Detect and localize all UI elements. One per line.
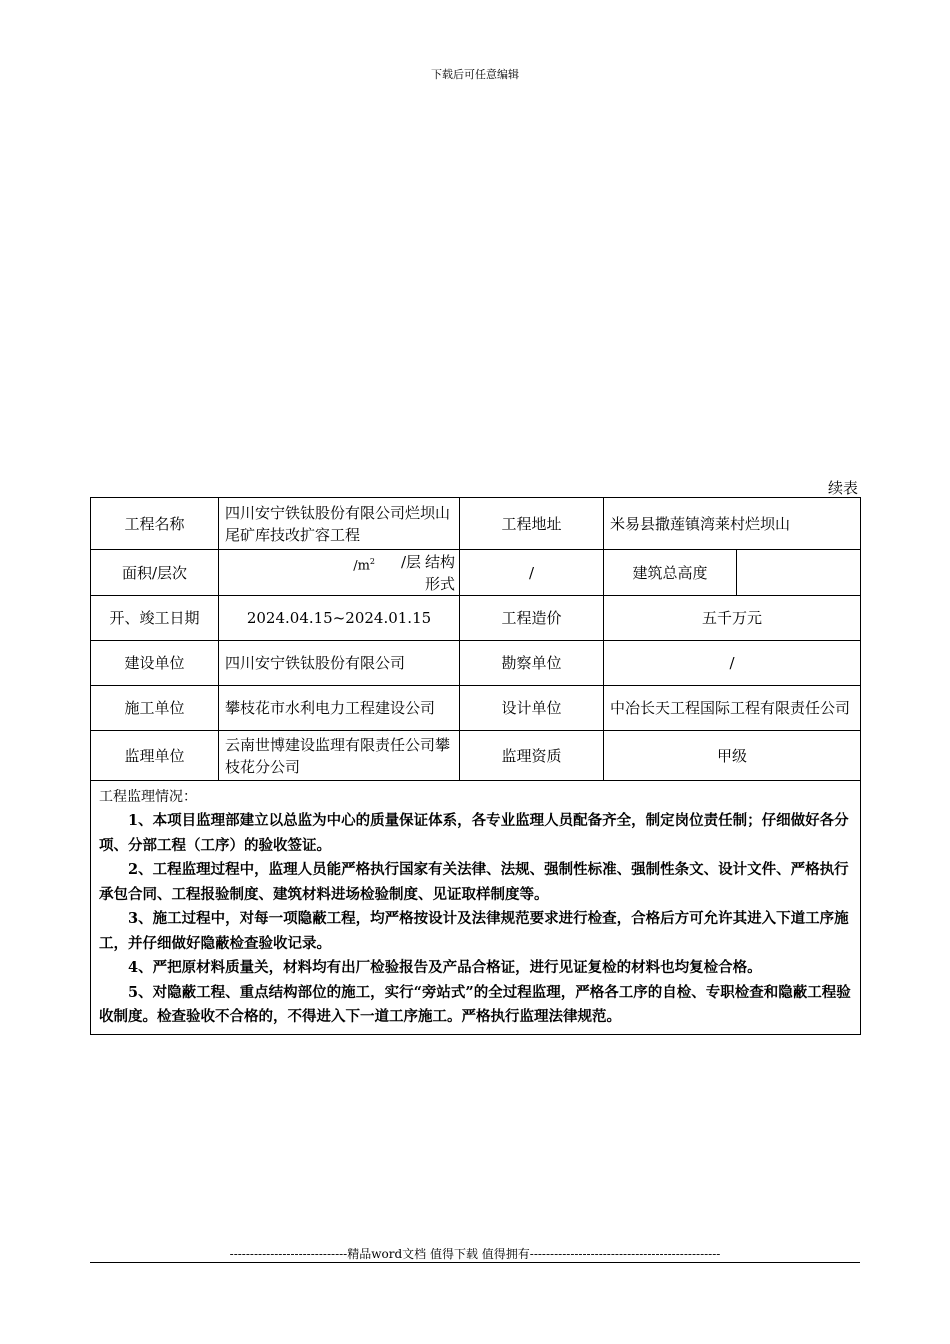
survey-value: /	[604, 641, 861, 686]
supervision-notes	[91, 781, 861, 1035]
notes-item: 4、严把原材料质量关，材料均有出厂检验报告及产品合格证，进行见证复检的材料也均复检合格。	[128, 959, 762, 976]
design-value: 中冶长天工程国际工程有限责任公司	[604, 686, 861, 731]
table-row	[91, 686, 861, 731]
footer-text: -----------------------------精品word文档 值得下载 值得拥有-----------------------------------------------	[229, 1247, 721, 1261]
project-name-value: 四川安宁铁钛股份有限公司烂坝山尾矿库技改扩容工程	[219, 498, 460, 550]
client-label: 建设单位	[91, 641, 219, 686]
notes-item: 5、对隐蔽工程、重点结构部位的施工，实行“旁站式”的全过程监理，严格各工序的自检、专职检查和隐蔽工程验收制度。检查验收不合格的，不得进入下一道工序施工。严格执行监理法律规范。	[99, 983, 851, 1025]
client-value: 四川安宁铁钛股份有限公司	[219, 641, 460, 686]
qualification-value: 甲级	[604, 731, 861, 781]
design-label: 设计单位	[460, 686, 604, 731]
table-row	[91, 641, 861, 686]
height-value	[737, 550, 861, 596]
qualification-label: 监理资质	[460, 731, 604, 781]
continued-label: 续表	[827, 479, 858, 497]
height-label: 建筑总高度	[604, 550, 737, 596]
project-address-label: 工程地址	[460, 498, 604, 550]
project-info-table	[90, 497, 861, 1035]
area-layer: /层	[400, 552, 421, 571]
survey-label: 勘察单位	[460, 641, 604, 686]
footer-divider	[90, 1262, 860, 1263]
area-label: 面积/层次	[91, 550, 219, 596]
project-address-value: 米易县撒莲镇湾莱村烂坝山	[604, 498, 861, 550]
area-value: $/m^2$	[353, 556, 375, 573]
structure-value: /	[460, 550, 604, 596]
table-row	[91, 498, 861, 550]
area-cell	[219, 550, 460, 596]
header-note: 下载后可任意编辑	[431, 68, 519, 81]
notes-item: 2、工程监理过程中，监理人员能严格执行国家有关法律、法规、强制性标准、强制性条文、设计文件、严格执行承包合同、工程报验制度、建筑材料进场检验制度、见证取样制度等。	[99, 861, 849, 903]
notes-title: 工程监理情况：	[99, 789, 197, 805]
supervisor-label: 监理单位	[91, 731, 219, 781]
notes-item: 3、施工过程中，对每一项隐蔽工程，均严格按设计及法律规范要求进行检查，合格后方可允许其进入下道工序施工，并仔细做好隐蔽检查验收记录。	[99, 910, 849, 952]
contractor-label: 施工单位	[91, 686, 219, 731]
cost-label: 工程造价	[460, 596, 604, 641]
contractor-value: 攀枝花市水利电力工程建设公司	[219, 686, 460, 731]
supervisor-value: 云南世博建设监理有限责任公司攀枝花分公司	[219, 731, 460, 781]
cost-value: 五千万元	[604, 596, 861, 641]
table-row	[91, 731, 861, 781]
notes-item: 1、本项目监理部建立以总监为中心的质量保证体系，各专业监理人员配备齐全，制定岗位责任制；仔细做好各分项、分部工程（工序）的验收签证。	[99, 812, 849, 854]
table-row	[91, 550, 861, 596]
table-row	[91, 781, 861, 1035]
dates-value: 2024.04.15~2024.01.15	[219, 596, 460, 641]
structure-label: 结构形式	[424, 552, 455, 593]
project-name-label: 工程名称	[91, 498, 219, 550]
dates-label: 开、竣工日期	[91, 596, 219, 641]
table-row	[91, 596, 861, 641]
